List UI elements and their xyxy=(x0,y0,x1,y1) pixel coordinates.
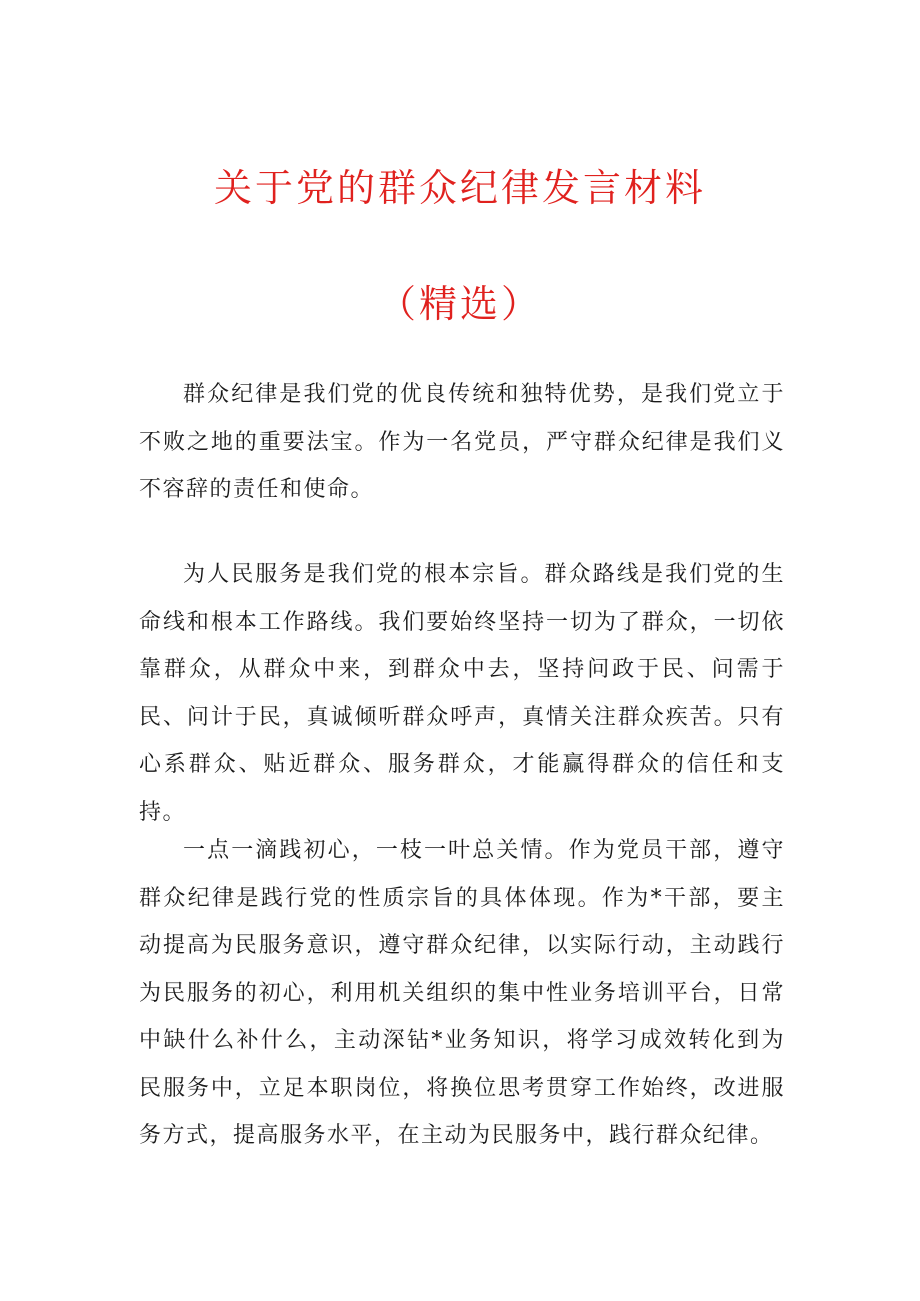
document-subtitle: （精选） xyxy=(377,282,542,326)
paragraph-1: 群众纪律是我们党的优良传统和独特优势，是我们党立于不败之地的重要法宝。作为一名党员，严守群众纪律是我们义不容辞的责任和使命。 xyxy=(139,382,785,502)
paragraph-2: 为人民服务是我们党的根本宗旨。群众路线是我们党的生命线和根本工作路线。我们要始终坚持一切为了群众，一切依靠群众，从群众中来，到群众中去，坚持问政于民、问需于民、问计于民，真诚倾听群众呼声，真情关注群众疾苦。只有心系群众、贴近群众、服务群众，才能赢得群众的信任和支持。 xyxy=(139,562,785,825)
paragraph-3: 一点一滴践初心，一枝一叶总关情。作为党员干部，遵守群众纪律是践行党的性质宗旨的具体体现。作为*干部，要主动提高为民服务意识，遵守群众纪律，以实际行动，主动践行为民服务的初心，利用机关组织的集中性业务培训平台，日常中缺什么补什么，主动深钻*业务知识，将学习成效转化到为民服务中，立足本职岗位，将换位思考贯穿工作始终，改进服务方式，提高服务水平，在主动为民服务中，践行群众纪律。 xyxy=(139,838,785,1148)
document-title: 关于党的群众纪律发言材料 xyxy=(213,166,706,210)
